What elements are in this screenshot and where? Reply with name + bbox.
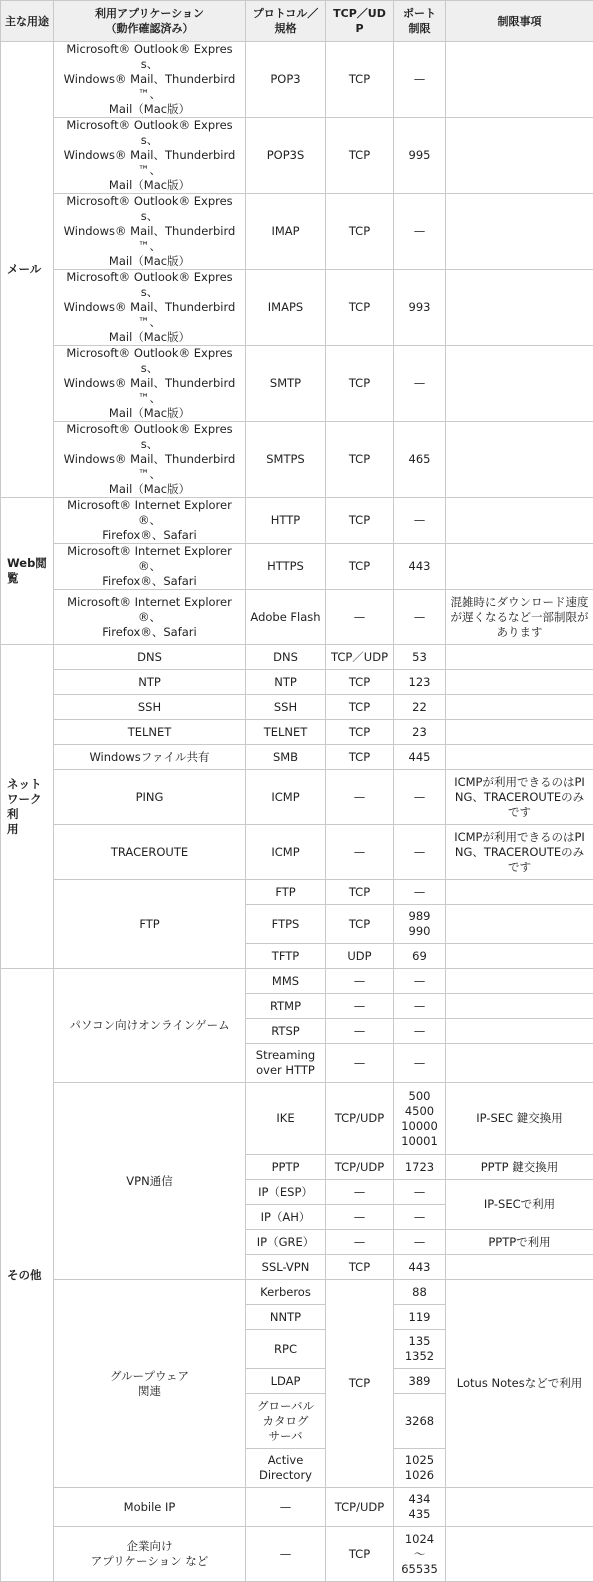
- port-cell: 995: [394, 118, 446, 194]
- note-cell: [446, 498, 593, 544]
- protocol-cell: SSH: [246, 695, 326, 720]
- app-cell: TRACEROUTE: [54, 825, 246, 880]
- port-cell: —: [394, 346, 446, 422]
- app-cell: PING: [54, 770, 246, 825]
- app-cell: DNS: [54, 645, 246, 670]
- note-cell: ICMPが利用できるのはPING、TRACEROUTEのみです: [446, 825, 593, 880]
- port-cell: —: [394, 969, 446, 994]
- protocol-cell: RTMP: [246, 994, 326, 1019]
- table-row: [1, 1083, 593, 1155]
- port-cell: —: [394, 880, 446, 905]
- header-row: [1, 1, 593, 42]
- table-row: [1, 42, 593, 118]
- port-cell: 500 4500 10000 10001: [394, 1083, 446, 1155]
- note-cell: 混雑時にダウンロード速度が遅くなるなど一部制限があります: [446, 590, 593, 645]
- note-cell: [446, 1255, 593, 1280]
- table-row: [1, 1280, 593, 1305]
- protocol-cell: SSL-VPN: [246, 1255, 326, 1280]
- table-row: [1, 720, 593, 745]
- port-cell: 53: [394, 645, 446, 670]
- tcpudp-cell: —: [326, 770, 394, 825]
- port-cell: 123: [394, 670, 446, 695]
- tcpudp-cell: —: [326, 1019, 394, 1044]
- app-cell: 企業向け アプリケーション など: [54, 1527, 246, 1582]
- note-cell: [446, 969, 593, 994]
- port-cell: 993: [394, 270, 446, 346]
- tcpudp-cell: TCP: [326, 544, 394, 590]
- category-web: Web閲 覧: [1, 498, 54, 645]
- table-row: [1, 825, 593, 880]
- port-cell: —: [394, 825, 446, 880]
- port-cell: 88: [394, 1280, 446, 1305]
- protocol-cell: FTPS: [246, 905, 326, 944]
- protocol-cell: MMS: [246, 969, 326, 994]
- protocol-cell: —: [246, 1527, 326, 1582]
- port-cell: —: [394, 770, 446, 825]
- note-cell: [446, 118, 593, 194]
- note-cell: [446, 745, 593, 770]
- app-cell: パソコン向けオンラインゲーム: [54, 969, 246, 1083]
- note-cell: [446, 944, 593, 969]
- tcpudp-cell: UDP: [326, 944, 394, 969]
- tcpudp-cell: TCP: [326, 118, 394, 194]
- note-cell: [446, 422, 593, 498]
- tcpudp-cell: TCP: [326, 270, 394, 346]
- table-row: [1, 422, 593, 498]
- tcpudp-cell: —: [326, 1205, 394, 1230]
- port-cell: —: [394, 994, 446, 1019]
- port-cell: 989 990: [394, 905, 446, 944]
- protocol-cell: ICMP: [246, 770, 326, 825]
- note-cell: [446, 194, 593, 270]
- table-row: [1, 880, 593, 905]
- app-cell: Microsoft® Outlook® Express、 Windows® Mail、Thunderbird™、 Mail（Mac版）: [54, 42, 246, 118]
- table-row: [1, 194, 593, 270]
- tcpudp-cell: TCP: [326, 695, 394, 720]
- tcpudp-cell: TCP: [326, 880, 394, 905]
- protocol-cell: IP（AH）: [246, 1205, 326, 1230]
- header-tcpudp: TCP／UDP: [326, 1, 394, 42]
- protocol-cell: グローバル カタログ サーバ: [246, 1394, 326, 1449]
- note-cell: [446, 346, 593, 422]
- port-cell: —: [394, 1230, 446, 1255]
- port-cell: 434 435: [394, 1488, 446, 1527]
- app-cell: Microsoft® Internet Explorer®、 Firefox®、Safari: [54, 544, 246, 590]
- protocol-cell: HTTPS: [246, 544, 326, 590]
- table-row: [1, 670, 593, 695]
- protocol-cell: LDAP: [246, 1369, 326, 1394]
- note-cell: [446, 1044, 593, 1083]
- app-cell: NTP: [54, 670, 246, 695]
- table-row: [1, 969, 593, 994]
- port-cell: —: [394, 1180, 446, 1205]
- port-cell: 443: [394, 1255, 446, 1280]
- protocol-cell: PPTP: [246, 1155, 326, 1180]
- note-cell: PPTPで利用: [446, 1230, 593, 1255]
- tcpudp-cell: TCP: [326, 1527, 394, 1582]
- note-cell: [446, 695, 593, 720]
- app-cell: Microsoft® Internet Explorer®、 Firefox®、Safari: [54, 590, 246, 645]
- tcpudp-cell: —: [326, 994, 394, 1019]
- header-protocol: プロトコル／ 規格: [246, 1, 326, 42]
- note-cell: [446, 720, 593, 745]
- app-cell: VPN通信: [54, 1083, 246, 1280]
- port-cell: 1723: [394, 1155, 446, 1180]
- app-cell: FTP: [54, 880, 246, 969]
- table-row: [1, 1488, 593, 1527]
- protocol-cell: RPC: [246, 1330, 326, 1369]
- tcpudp-cell: TCP: [326, 720, 394, 745]
- note-cell: [446, 905, 593, 944]
- tcpudp-cell: TCP: [326, 905, 394, 944]
- protocol-cell: Streaming over HTTP: [246, 1044, 326, 1083]
- app-cell: TELNET: [54, 720, 246, 745]
- port-cell: 69: [394, 944, 446, 969]
- protocol-cell: IKE: [246, 1083, 326, 1155]
- protocol-cell: SMTP: [246, 346, 326, 422]
- app-cell: Microsoft® Outlook® Express、 Windows® Mail、Thunderbird™、 Mail（Mac版）: [54, 270, 246, 346]
- note-cell: [446, 544, 593, 590]
- tcpudp-cell: TCP/UDP: [326, 1083, 394, 1155]
- protocol-cell: FTP: [246, 880, 326, 905]
- port-cell: 465: [394, 422, 446, 498]
- port-cell: —: [394, 498, 446, 544]
- table-row: [1, 590, 593, 645]
- protocol-cell: IMAP: [246, 194, 326, 270]
- protocol-cell: TELNET: [246, 720, 326, 745]
- port-cell: —: [394, 1205, 446, 1230]
- protocol-cell: NNTP: [246, 1305, 326, 1330]
- app-cell: Microsoft® Outlook® Express、 Windows® Mail、Thunderbird™、 Mail（Mac版）: [54, 422, 246, 498]
- table-row: [1, 645, 593, 670]
- table-row: [1, 695, 593, 720]
- app-cell: Mobile IP: [54, 1488, 246, 1527]
- app-cell: グループウェア 関連: [54, 1280, 246, 1488]
- protocol-cell: POP3: [246, 42, 326, 118]
- port-cell: 135 1352: [394, 1330, 446, 1369]
- port-cell: 3268: [394, 1394, 446, 1449]
- protocol-cell: TFTP: [246, 944, 326, 969]
- header-app: 利用アプリケーション （動作確認済み）: [54, 1, 246, 42]
- table-row: [1, 770, 593, 825]
- port-cell: —: [394, 1044, 446, 1083]
- note-cell: ICMPが利用できるのはPING、TRACEROUTEのみです: [446, 770, 593, 825]
- category-mail: メール: [1, 42, 54, 498]
- port-cell: 23: [394, 720, 446, 745]
- protocol-cell: HTTP: [246, 498, 326, 544]
- app-cell: Microsoft® Internet Explorer®、 Firefox®、Safari: [54, 498, 246, 544]
- table-row: [1, 118, 593, 194]
- tcpudp-cell: TCP: [326, 422, 394, 498]
- protocol-cell: RTSP: [246, 1019, 326, 1044]
- tcpudp-cell: —: [326, 590, 394, 645]
- note-cell: Lotus Notesなどで利用: [446, 1280, 593, 1488]
- port-cell: 1025 1026: [394, 1449, 446, 1488]
- note-cell: IP-SECで利用: [446, 1180, 593, 1230]
- note-cell: [446, 1488, 593, 1527]
- port-cell: 22: [394, 695, 446, 720]
- category-other: その他: [1, 969, 54, 1582]
- tcpudp-cell: TCP/UDP: [326, 1488, 394, 1527]
- note-cell: [446, 1019, 593, 1044]
- port-cell: —: [394, 1019, 446, 1044]
- table-row: [1, 544, 593, 590]
- tcpudp-cell: —: [326, 1044, 394, 1083]
- note-cell: PPTP 鍵交換用: [446, 1155, 593, 1180]
- protocol-cell: —: [246, 1488, 326, 1527]
- note-cell: [446, 645, 593, 670]
- app-cell: Microsoft® Outlook® Express、 Windows® Mail、Thunderbird™、 Mail（Mac版）: [54, 346, 246, 422]
- table-row: [1, 1527, 593, 1582]
- port-cell: 445: [394, 745, 446, 770]
- protocol-cell: Adobe Flash: [246, 590, 326, 645]
- category-network: ネット ワーク利 用: [1, 645, 54, 969]
- tcpudp-cell: TCP／UDP: [326, 645, 394, 670]
- protocol-cell: DNS: [246, 645, 326, 670]
- tcpudp-cell: TCP: [326, 745, 394, 770]
- tcpudp-cell: —: [326, 825, 394, 880]
- app-cell: Microsoft® Outlook® Express、 Windows® Mail、Thunderbird™、 Mail（Mac版）: [54, 194, 246, 270]
- table-row: [1, 346, 593, 422]
- table-row: [1, 745, 593, 770]
- table-row: [1, 498, 593, 544]
- header-usage: 主な用途: [1, 1, 54, 42]
- header-restriction: 制限事項: [446, 1, 593, 42]
- note-cell: [446, 270, 593, 346]
- protocol-cell: NTP: [246, 670, 326, 695]
- tcpudp-cell: TCP/UDP: [326, 1155, 394, 1180]
- header-port: ポート 制限: [394, 1, 446, 42]
- port-cell: 443: [394, 544, 446, 590]
- tcpudp-cell: TCP: [326, 670, 394, 695]
- protocol-cell: SMB: [246, 745, 326, 770]
- port-cell: —: [394, 194, 446, 270]
- tcpudp-cell: TCP: [326, 194, 394, 270]
- tcpudp-cell: —: [326, 1180, 394, 1205]
- tcpudp-cell: TCP: [326, 42, 394, 118]
- note-cell: [446, 994, 593, 1019]
- protocol-cell: IMAPS: [246, 270, 326, 346]
- protocol-cell: IP（GRE）: [246, 1230, 326, 1255]
- protocol-cell: POP3S: [246, 118, 326, 194]
- tcpudp-cell: TCP: [326, 498, 394, 544]
- note-cell: [446, 1527, 593, 1582]
- port-cell: 119: [394, 1305, 446, 1330]
- protocol-cell: IP（ESP）: [246, 1180, 326, 1205]
- protocol-cell: Kerberos: [246, 1280, 326, 1305]
- tcpudp-cell: TCP: [326, 346, 394, 422]
- tcpudp-cell: —: [326, 1230, 394, 1255]
- tcpudp-cell: TCP: [326, 1255, 394, 1280]
- app-cell: Windowsファイル共有: [54, 745, 246, 770]
- protocol-cell: Active Directory: [246, 1449, 326, 1488]
- note-cell: [446, 42, 593, 118]
- note-cell: IP-SEC 鍵交換用: [446, 1083, 593, 1155]
- tcpudp-cell: —: [326, 969, 394, 994]
- note-cell: [446, 670, 593, 695]
- port-cell: —: [394, 42, 446, 118]
- port-cell: 1024 ～ 65535: [394, 1527, 446, 1582]
- protocol-cell: SMTPS: [246, 422, 326, 498]
- app-cell: Microsoft® Outlook® Express、 Windows® Mail、Thunderbird™、 Mail（Mac版）: [54, 118, 246, 194]
- port-cell: —: [394, 590, 446, 645]
- tcpudp-cell: TCP: [326, 1280, 394, 1488]
- note-cell: [446, 880, 593, 905]
- table-row: [1, 270, 593, 346]
- app-cell: SSH: [54, 695, 246, 720]
- protocol-cell: ICMP: [246, 825, 326, 880]
- port-cell: 389: [394, 1369, 446, 1394]
